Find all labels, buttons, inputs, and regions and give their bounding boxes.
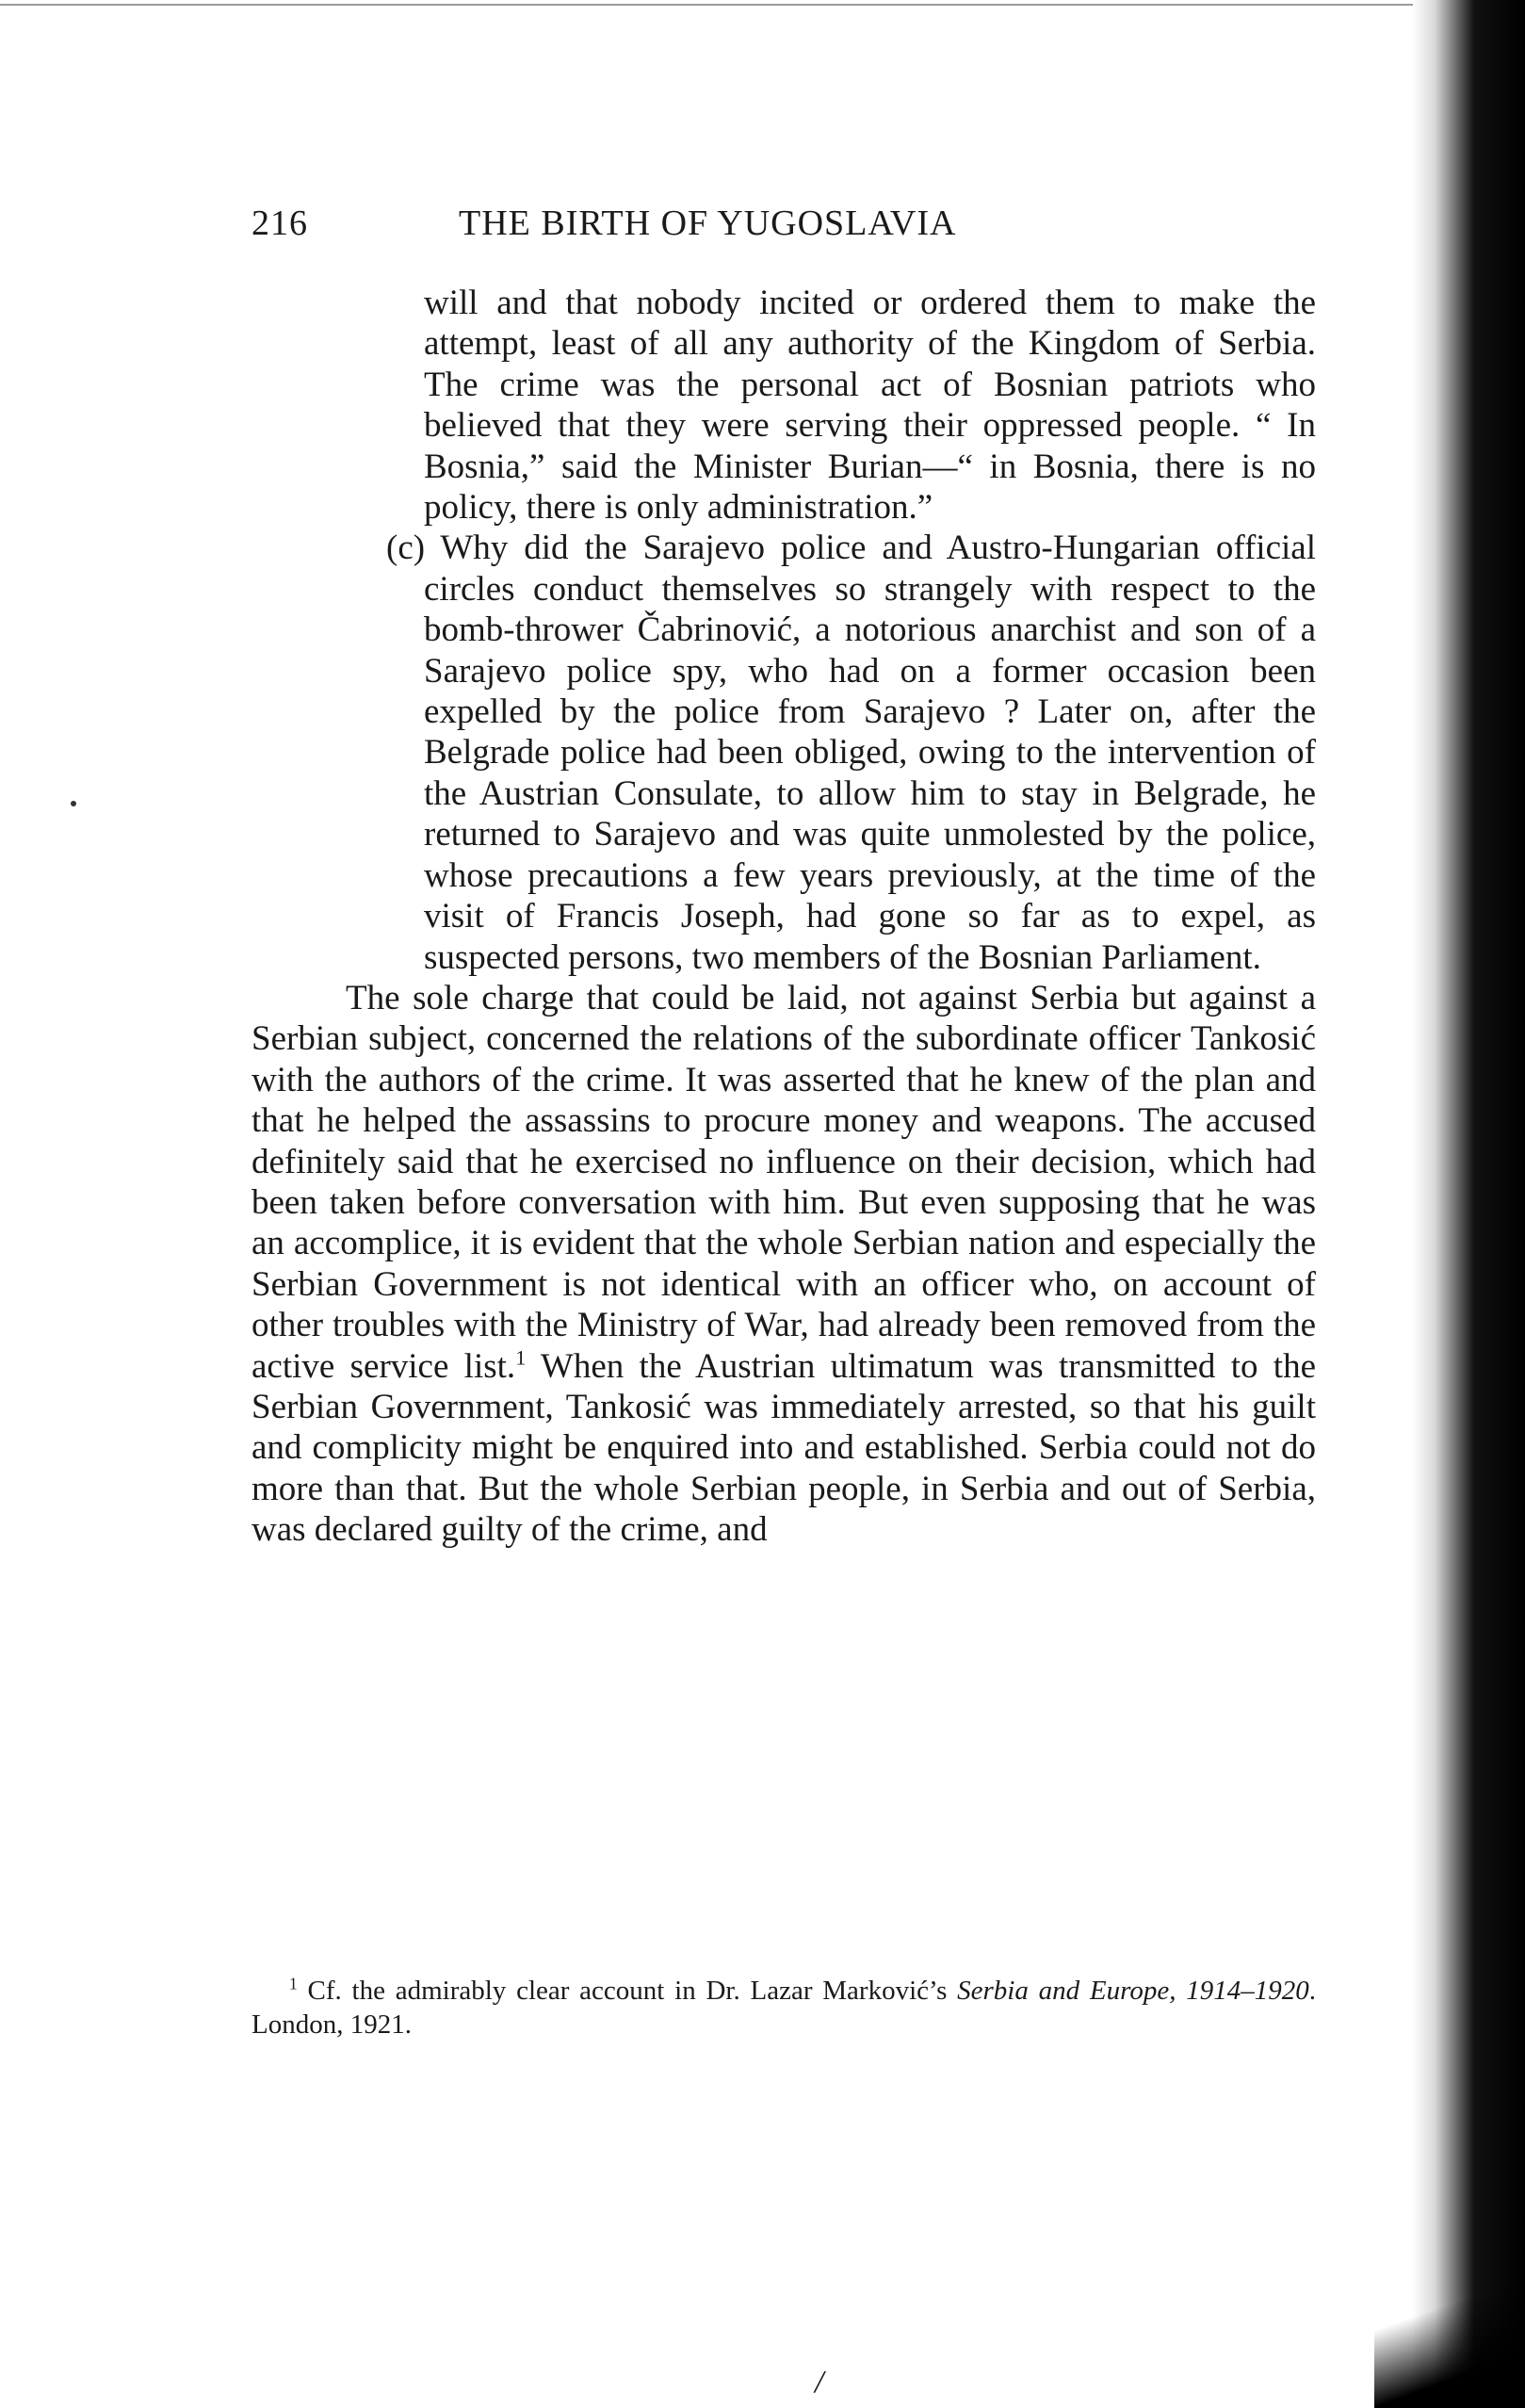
top-edge-rule (0, 4, 1413, 6)
footnote-imprint: . London, 1921. (251, 1976, 1316, 2040)
running-header (251, 203, 956, 244)
bottom-mark: / (815, 2365, 824, 2400)
list-item-c: (c) Why did the Sarajevo police and Austro-Hungarian official circles conduct themselves so strangely with respect to the bomb-thrower Čabrinović, a notorious anarchist and son of a Sarajevo police spy, who had on a former occasion been expelled by the police from Sarajevo ? Later on, after the Belgrade police had been obliged, owing to the intervention of the Austrian Consulate, to allow him to stay in Belgrade, he returned to Sarajevo and was quite unmolested by the police, whose precautions a few years previously, at the time of the visit of Francis Joseph, had gone so far as to expel, as suspected persons, two members of the Bosnian Parliament. (386, 529, 1316, 977)
paragraph-tankosic (251, 978, 1316, 1551)
book-spine-shadow (1412, 0, 1525, 2408)
margin-speck (71, 801, 76, 806)
paragraph-text-part2: When the Austrian ultimatum was transmitted to the Serbian Government, Tankosić was immediately arrested, so that his guilt and complicity might be enquired into and established. Serbia could not do more than that. But the whole Serbian people, in Serbia and out of Serbia, was declared guilty of the crime, and (251, 1346, 1316, 1550)
main-text (251, 283, 1316, 1551)
continued-paragraph: will and that nobody incited or ordered them to make the attempt, least of all any authority of the Kingdom of Serbia. The crime was the personal act of Bosnian patriots who believed that they were serving their oppressed people. “ In Bosnia,” said the Minister Burian—“ in Bosnia, there is no policy, there is only administration.” (424, 284, 1316, 528)
footnote-text: Cf. the admirably clear account in Dr. Lazar Marković’s (297, 1976, 958, 2006)
book-spine-corner (1374, 2242, 1525, 2408)
running-title: THE BIRTH OF YUGOSLAVIA (459, 203, 957, 243)
footnote-book-title: Serbia and Europe, 1914–1920 (957, 1976, 1309, 2006)
footnote-reference[interactable]: 1 (515, 1345, 527, 1370)
footnote-marker: 1 (289, 1974, 298, 1993)
footnote (251, 1974, 1316, 2042)
page-number: 216 (251, 203, 308, 243)
paragraph-text-part1: The sole charge that could be laid, not against Serbia but against a Serbian subject, concerned the relations of the subordinate officer Tankosić with the authors of the crime. It was asserted that he knew of the plan and that he helped the assassins to procure money and weapons. The accused definitely said that he exercised no influence on their decision, which had been taken before conversation with him. But even supposing that he was an accomplice, it is evident that the whole Serbian nation and especially the Serbian Government is not identical with an officer who, on account of other troubles with the Ministry of War, had already been removed from the active service list. (251, 978, 1316, 1386)
